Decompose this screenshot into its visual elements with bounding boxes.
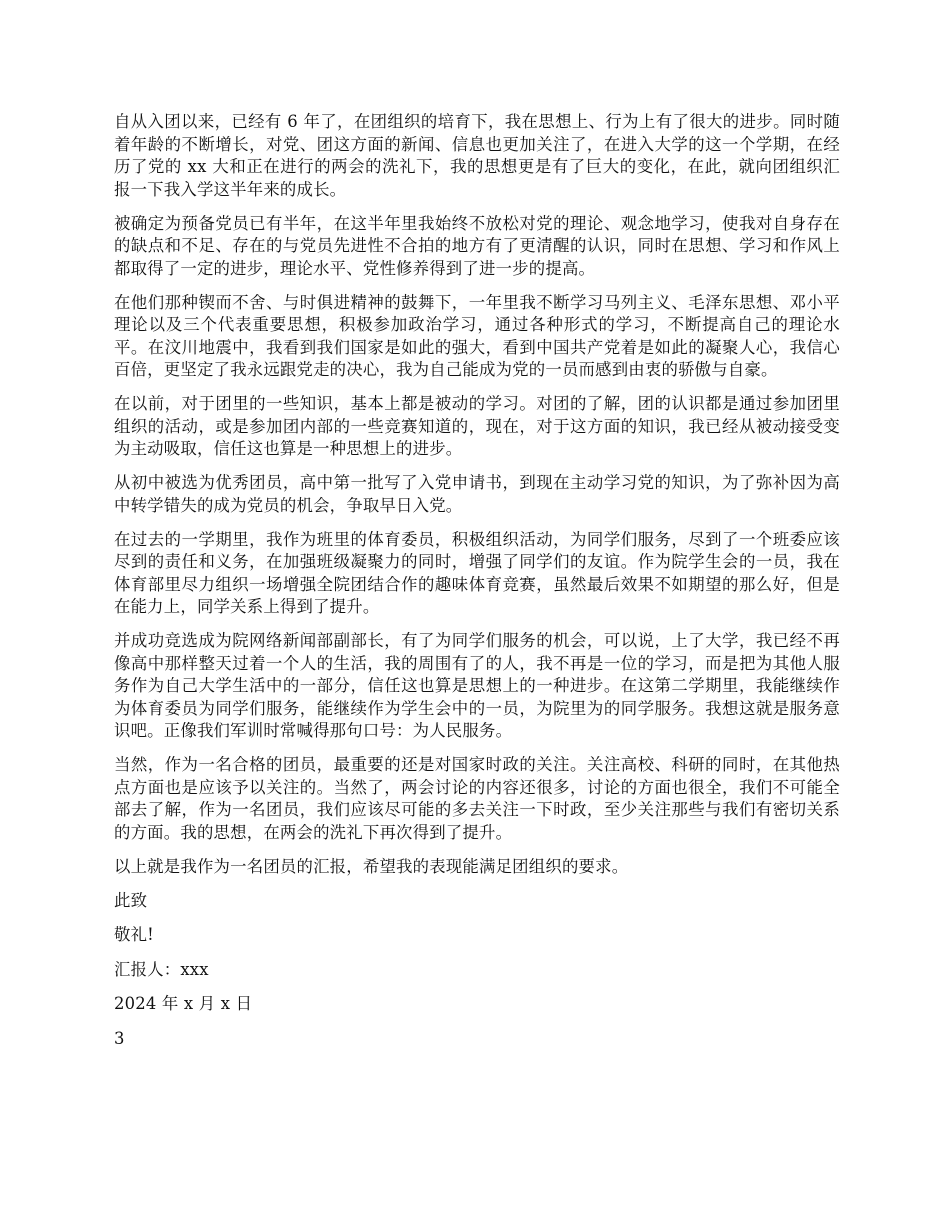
paragraph-sports-committee: 在过去的一学期里，我作为班里的体育委员，积极组织活动，为同学们服务，尽到了一个班委应该尽到的责任和义务，在加强班级凝聚力的同时，增强了同学们的友谊。作为院学生会的一员，我在体育部里尽力组织一场增强全院团结合作的趣味体育竞赛，虽然最后效果不如期望的那么好，但是在能力上，同学关系上得到了提升。 — [114, 529, 840, 616]
salute-line: 敬礼! — [114, 925, 154, 944]
page-number: 3 — [114, 1028, 125, 1048]
reporter-signature: 汇报人：xxx — [114, 959, 209, 979]
paragraph-conclusion: 以上就是我作为一名团员的汇报，希望我的表现能满足团组织的要求。 — [114, 856, 629, 876]
closing-line: 此致 — [114, 890, 148, 910]
paragraph-current-affairs: 当然，作为一名合格的团员，最重要的还是对国家时政的关注。关注高校、科研的同时，在其他热点方面也是应该予以关注的。当然了，两会讨论的内容还很多，讨论的方面也很全，我们不可能全部去了解，作为一名团员，我们应该尽可能的多去关注一下时政，至少关注那些与我们有密切关系的方面。我的思想，在两会的洗礼下再次得到了提升。 — [114, 755, 840, 842]
paragraph-party-application: 从初中被选为优秀团员，高中第一批写了入党申请书，到现在主动学习党的知识，为了弥补因为高中转学错失的成为党员的机会，争取早日入党。 — [114, 473, 840, 515]
paragraph-intro: 自从入团以来，已经有 6 年了，在团组织的培育下，我在思想上、行为上有了很大的进步。同时随着年龄的不断增长，对党、团这方面的新闻、信息也更加关注了，在进入大学的这一个学期，在经历了党的 xx 大和正在进行的两会的洗礼下，我的思想更是有了巨大的变化，在此，就向团组织汇报一下我入学这半年来的成长。 — [114, 112, 840, 199]
document-body — [114, 111, 840, 1062]
paragraph-probationary-member: 被确定为预备党员已有半年，在这半年里我始终不放松对党的理论、观念地学习，使我对自身存在的缺点和不足、存在的与党员先进性不合拍的地方有了更清醒的认识，同时在思想、学习和作风上都取得了一定的进步，理论水平、党性修养得到了进一步的提高。 — [114, 213, 840, 278]
report-date: 2024 年 x 月 x 日 — [114, 994, 253, 1013]
paragraph-theory-study: 在他们那种锲而不舍、与时俱进精神的鼓舞下，一年里我不断学习马列主义、毛泽东思想、邓小平理论以及三个代表重要思想，积极参加政治学习，通过各种形式的学习，不断提高自己的理论水平。在汶川地震中，我看到我们国家是如此的强大，看到中国共产党着是如此的凝聚人心，我信心百倍，更坚定了我永远跟党走的决心，我为自己能成为党的一员而感到由衷的骄傲与自豪。 — [114, 292, 840, 379]
paragraph-league-knowledge: 在以前，对于团里的一些知识，基本上都是被动的学习。对团的了解，团的认识都是通过参加团里组织的活动，或是参加团内部的一些竞赛知道的，现在，对于这方面的知识，我已经从被动接受变为主动吸取，信任这也算是一种思想上的进步。 — [114, 394, 840, 458]
paragraph-news-department: 并成功竞选成为院网络新闻部副部长，有了为同学们服务的机会，可以说，上了大学，我已经不再像高中那样整天过着一个人的生活，我的周围有了的人，我不再是一位的学习，而是把为其他人服务作为自己大学生活中的一部分，信任这也算是思想上的一种进步。在这第二学期里，我能继续作为体育委员为同学们服务，能继续作为学生会中的一员，为院里为的同学服务。我想这就是服务意识吧。正像我们军训时常喊得那句口号：为人民服务。 — [114, 631, 840, 740]
